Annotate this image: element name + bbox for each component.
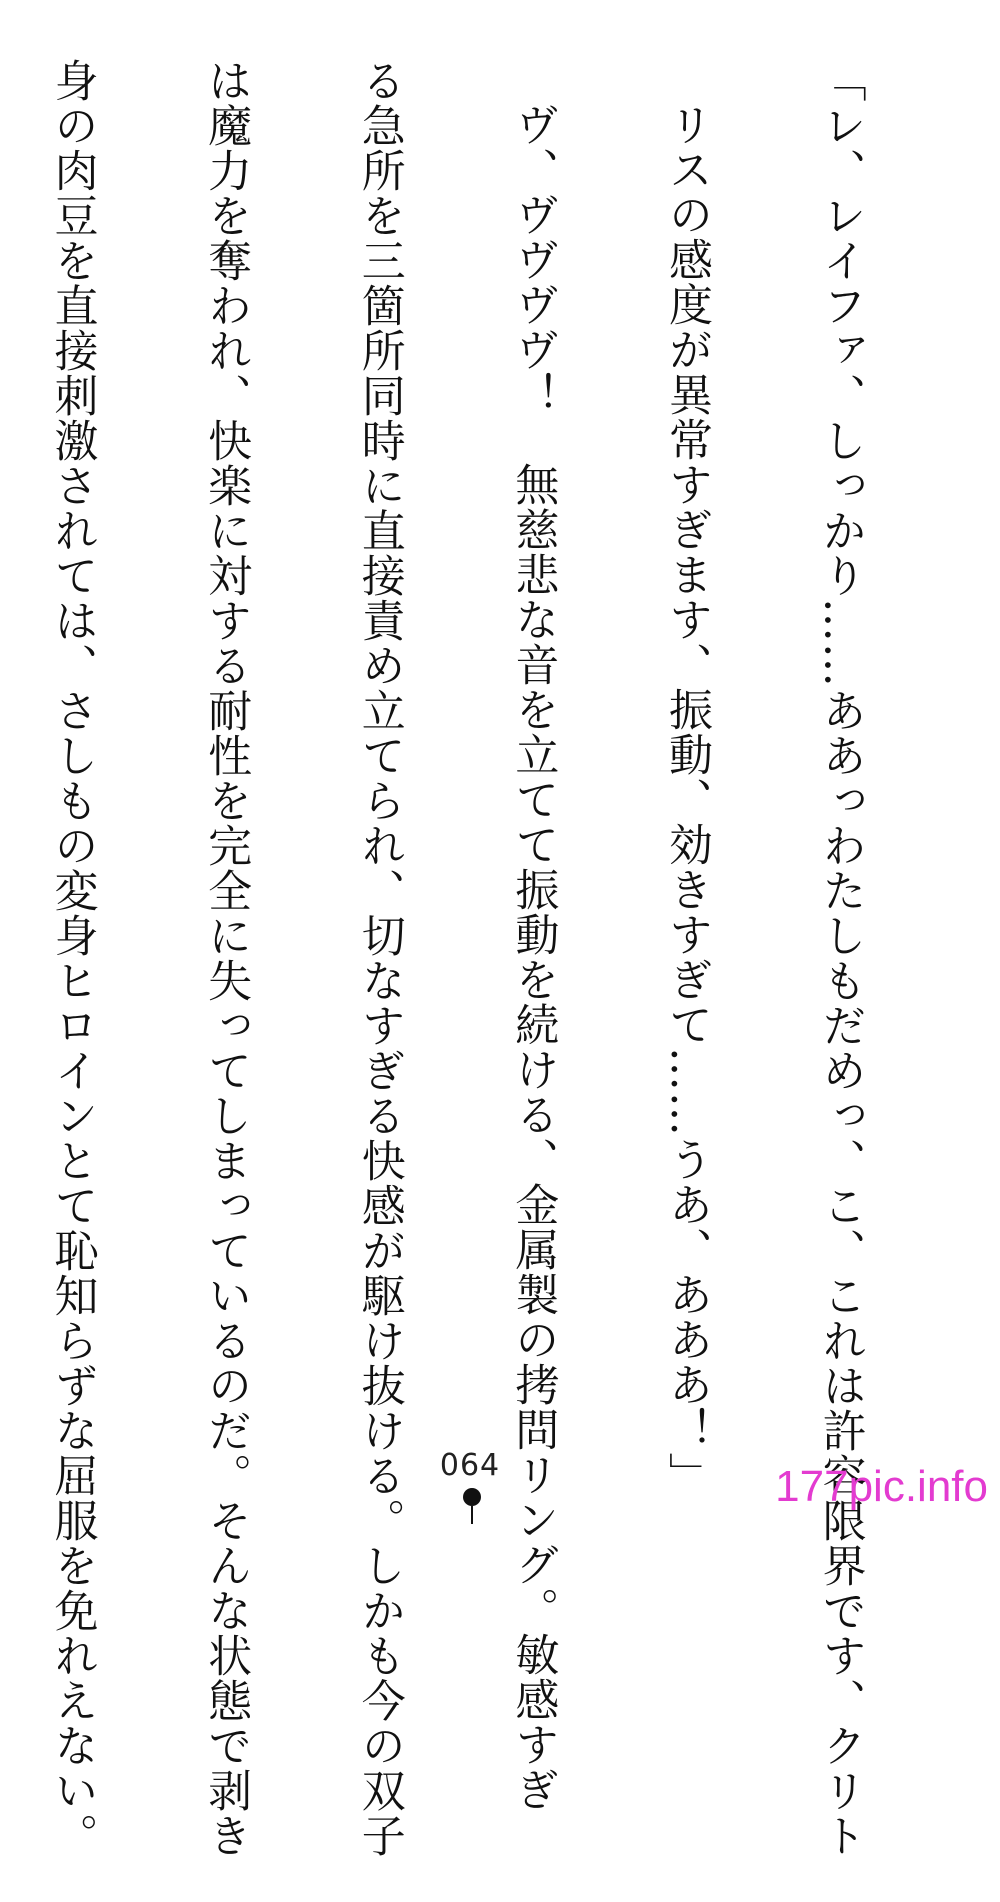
page-marker-line xyxy=(471,1506,473,1524)
text-line: 「レ、レイファ、しっかり……ああっわたしもだめっ、こ、これは許容限界です、クリト xyxy=(814,58,866,1858)
text-line: は魔力を奪われ、快楽に対する耐性を完全に失ってしまっているのだ。そんな状態で剥き xyxy=(200,58,252,1858)
text-line: ヴ、ヴヴヴヴ！ 無慈悲な音を立てて振動を続ける、金属製の拷問リング。敏感すぎ xyxy=(507,102,559,1812)
text-line: リスの感度が異常すぎます、振動、効きすぎて……うあ、あああ！」 xyxy=(660,102,712,1497)
page-marker-dot-icon xyxy=(463,1488,481,1506)
page-number: 064 xyxy=(439,1448,501,1483)
text-line: る急所を三箇所同時に直接責め立てられ、切なすぎる快感が駆け抜ける。しかも今の双子 xyxy=(353,58,405,1858)
watermark-text: 177pic.info xyxy=(775,1462,988,1511)
text-line: 身の肉豆を直接刺激されては、さしもの変身ヒロインとて恥知らずな屈服を免れえない。 xyxy=(46,58,98,1858)
